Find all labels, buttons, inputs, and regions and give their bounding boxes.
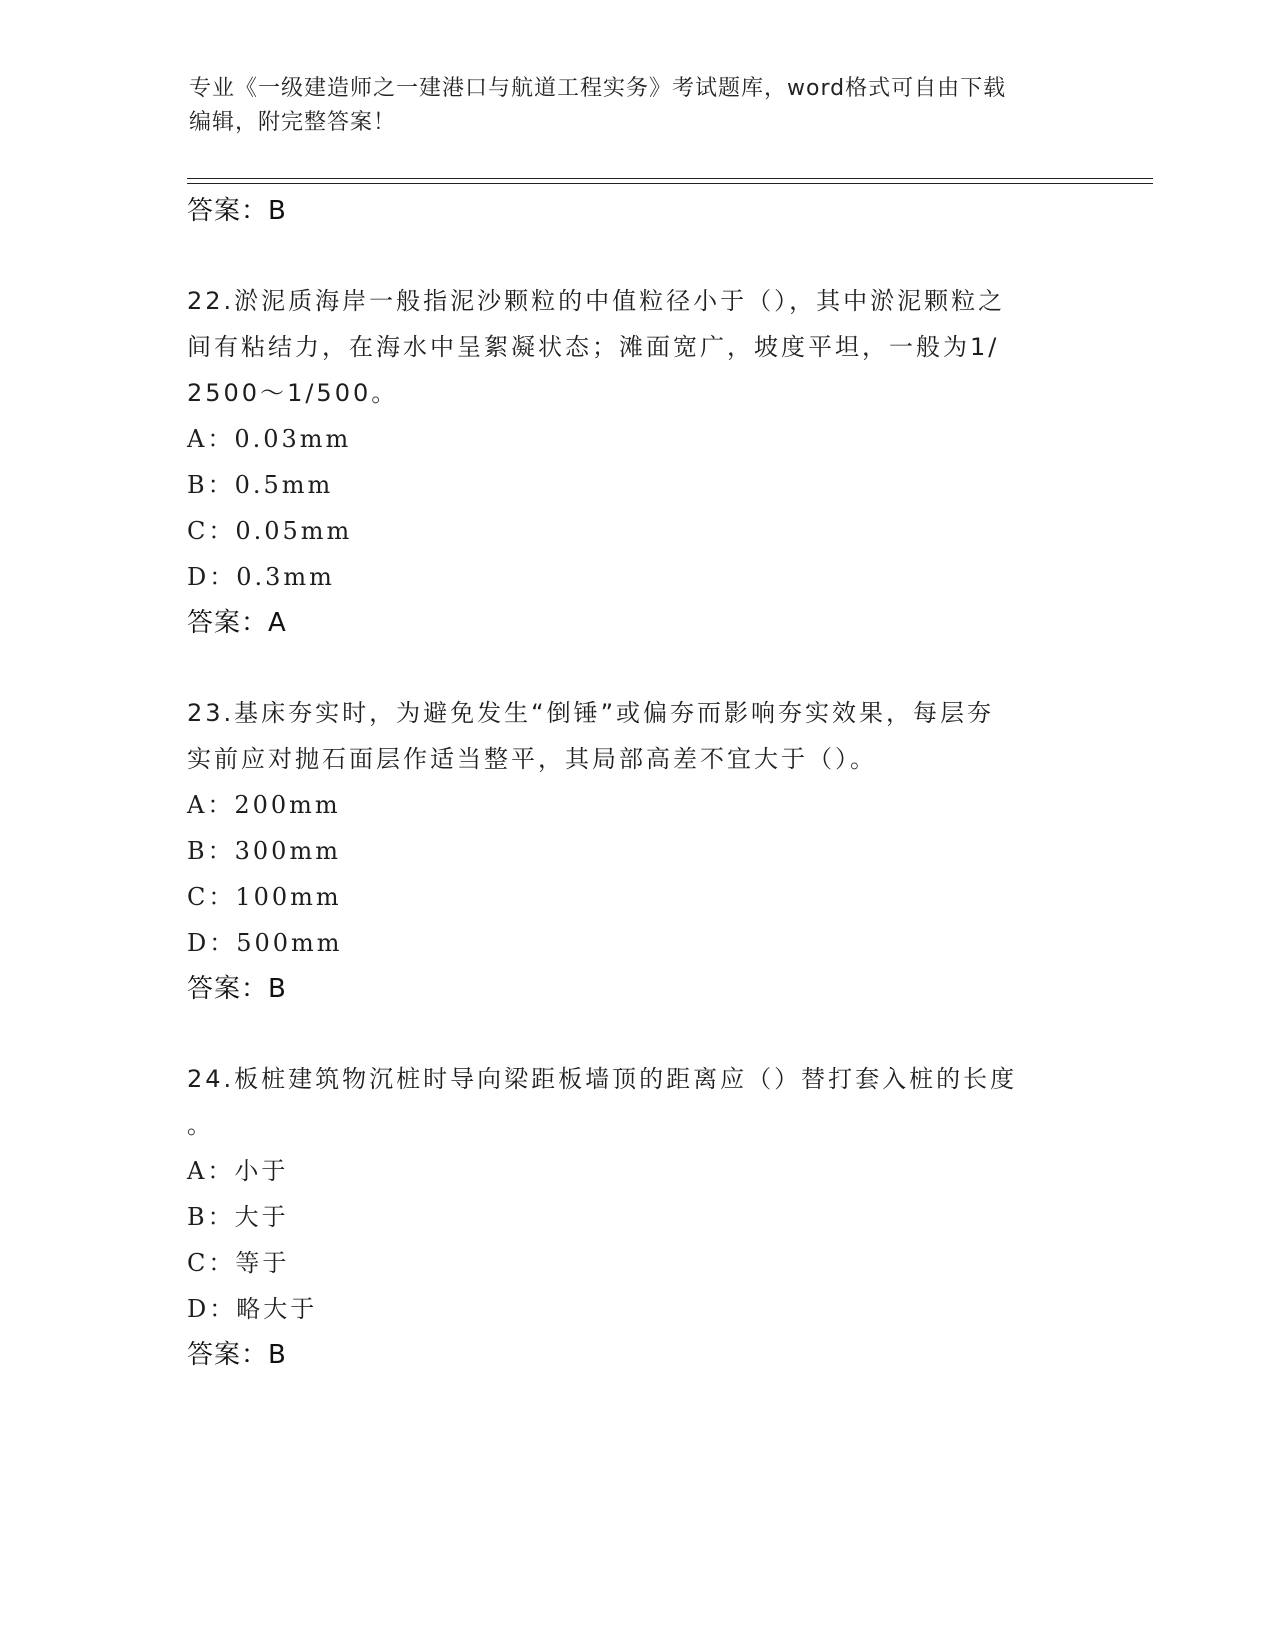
header-divider-bottom (187, 183, 1153, 184)
question-text-line: 间有粘结力，在海水中呈絮凝状态；滩面宽广，坡度平坦，一般为1/ (187, 333, 1000, 361)
question-text-line: 22.淤泥质海岸一般指泥沙颗粒的中值粒径小于（），其中淤泥颗粒之 (187, 287, 1006, 315)
question-text-line: 24.板桩建筑物沉桩时导向梁距板墙顶的距离应（）替打套入桩的长度 (187, 1065, 1018, 1093)
question-list (187, 188, 1087, 1378)
header-divider-top (187, 178, 1153, 179)
option-d: D：0.3mm (187, 563, 335, 591)
option-b: B：300mm (187, 837, 341, 865)
previous-answer: 答案：B (187, 196, 287, 226)
question-22 (187, 278, 1087, 646)
header-line-2: 编辑，附完整答案！ (189, 110, 397, 135)
answer: 答案：B (187, 974, 287, 1004)
option-a: A：0.03mm (187, 425, 352, 453)
answer: 答案：A (187, 608, 287, 638)
answer: 答案：B (187, 1340, 287, 1370)
spacer (187, 234, 1087, 278)
question-24 (187, 1056, 1087, 1378)
question-text-line: 2500～1/500。 (187, 379, 399, 407)
document-header (189, 72, 1079, 140)
question-text-line: 23.基床夯实时，为避免发生“倒锤”或偏夯而影响夯实效果，每层夯 (187, 699, 995, 727)
option-b: B：0.5mm (187, 471, 334, 499)
question-text-line: 。 (187, 1111, 214, 1139)
option-c: C：等于 (187, 1249, 290, 1277)
spacer (187, 1012, 1087, 1056)
option-d: D：略大于 (187, 1295, 318, 1323)
option-d: D：500mm (187, 929, 343, 957)
question-text-line: 实前应对抛石面层作适当整平，其局部高差不宜大于（）。 (187, 745, 877, 773)
header-line-1: 专业《一级建造师之一建港口与航道工程实务》考试题库，word格式可自由下载 (189, 76, 1007, 101)
question-23 (187, 690, 1087, 1012)
option-c: C：0.05mm (187, 517, 353, 545)
option-b: B：大于 (187, 1203, 289, 1231)
spacer (187, 646, 1087, 690)
option-a: A：200mm (187, 791, 341, 819)
option-c: C：100mm (187, 883, 342, 911)
option-a: A：小于 (187, 1157, 289, 1185)
